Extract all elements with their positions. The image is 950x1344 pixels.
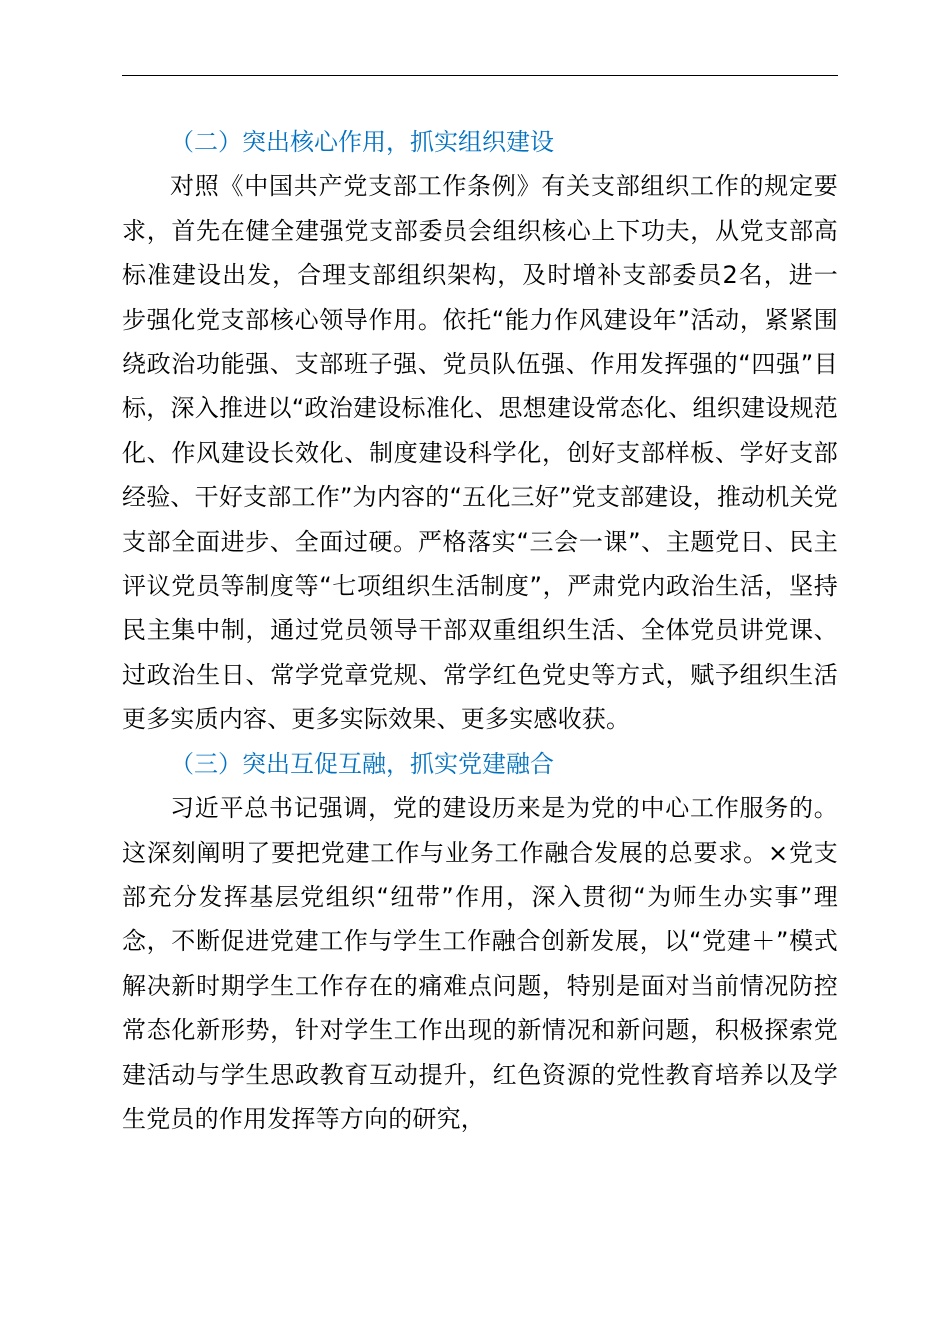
section-2-heading: （二）突出核心作用，抓实组织建设 xyxy=(170,128,554,156)
header-rule xyxy=(122,75,838,76)
section-3-paragraph: 习近平总书记强调，党的建设历来是为党的中心工作服务的。这深刻阐明了要把党建工作与业务工作融合发展的总要求。×党支部充分发挥基层党组织“纽带”作用，深入贯彻“为师生办实事”理念，不断促进党建工作与学生工作融合创新发展，以“党建＋”模式解决新时期学生工作存在的痛难点问题，特别是面对当前情况防控常态化新形势，针对学生工作出现的新情况和新问题，积极探索党建活动与学生思政教育互动提升，红色资源的党性教育培养以及学生党员的作用发挥等方向的研究， xyxy=(122,794,838,1133)
section-3-heading: （三）突出互促互融，抓实党建融合 xyxy=(170,749,554,778)
section-2-paragraph: 对照《中国共产党支部工作条例》有关支部组织工作的规定要求，首先在健全建强党支部委员会组织核心上下功夫，从党支部高标准建设出发，合理支部组织架构，及时增补支部委员2名，进一步强化党支部核心领导作用。依托“能力作风建设年”活动，紧紧围绕政治功能强、支部班子强、党员队伍强、作用发挥强的“四强”目标，深入推进以“政治建设标准化、思想建设常态化、组织建设规范化、作风建设长效化、制度建设科学化，创好支部样板、学好支部经验、干好支部工作”为内容的“五化三好”党支部建设，推动机关党支部全面进步、全面过硬。严格落实“三会一课”、主题党日、民主评议党员等制度等“七项组织生活制度”，严肃党内政治生活，坚持民主集中制，通过党员领导干部双重组织生活、全体党员讲党课、过政治生日、常学党章党规、常学红色党史等方式，赋予组织生活更多实质内容、更多实际效果、更多实感收获。 xyxy=(122,172,838,734)
document-body xyxy=(122,120,838,1141)
